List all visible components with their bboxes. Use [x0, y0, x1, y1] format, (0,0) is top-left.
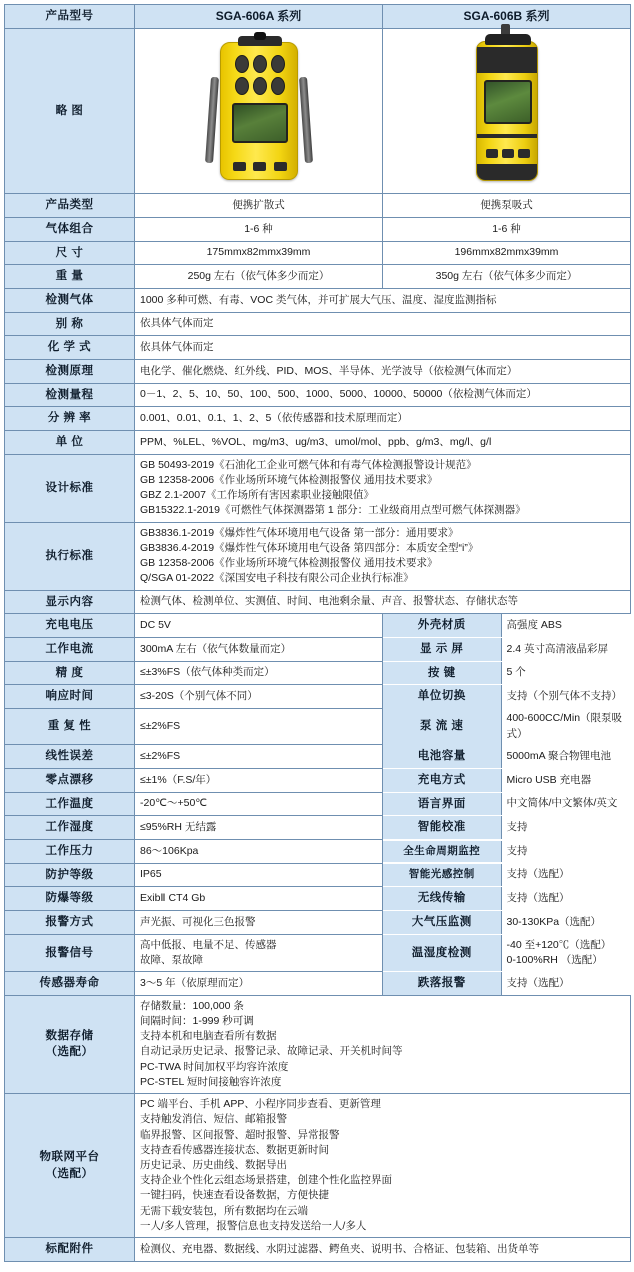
exec-standard-line: Q/SGA 01-2022《深国安电子科技有限公司企业执行标准》 [140, 572, 414, 585]
row-label-data-storage [5, 995, 135, 1093]
ex-rating-value: ExibⅡ CT4 Gb [135, 887, 383, 911]
exec-standard-list [135, 522, 631, 590]
accessories-value: 检测仪、充电器、数据线、水阴过滤器、鳄鱼夹、说明书、合格证、包装箱、出货单等 [135, 1238, 631, 1262]
size-b: 196mmx82mmx39mm [383, 241, 631, 265]
row-label-iot-line2: （选配） [45, 1167, 94, 1180]
work-current-value: 300mA 左右（依气体数量而定） [135, 637, 383, 661]
data-storage-line: 存储数量：100,000 条 [140, 999, 244, 1012]
exec-standard-line: GB3836.1-2019《爆炸性气体环境用电气设备 第一部分：通用要求》 [140, 526, 459, 539]
linearity-value: ≤±2%FS [135, 745, 383, 769]
th-detect-list [501, 935, 631, 971]
row-label-pressure-monitor: 大气压监测 [383, 911, 501, 934]
table-row-product-type [5, 194, 631, 218]
data-storage-list [135, 995, 631, 1093]
charge-mode-value: Micro USB 充电器 [501, 769, 631, 792]
table-row-detect-gas [5, 289, 631, 313]
table-row-work-pressure [5, 840, 631, 864]
table-row-data-storage [5, 995, 631, 1093]
row-label-repeatability: 重 复 性 [5, 708, 135, 744]
table-row-zero-drift [5, 769, 631, 793]
row-label-unit-switch: 单位切换 [383, 685, 501, 708]
shell-value: 高强度 ABS [501, 614, 631, 637]
row-label-charge-mode: 充电方式 [383, 769, 501, 792]
table-row-alias [5, 312, 631, 336]
iot-platform-line: 无需下载安装包，所有数据均在云端 [140, 1204, 308, 1217]
row-label-response: 响应时间 [5, 685, 135, 709]
gas-combo-a: 1-6 种 [135, 218, 383, 242]
table-row-ip-rating [5, 863, 631, 887]
row-label-range: 检测量程 [5, 383, 135, 407]
row-label-product-type: 产品类型 [5, 194, 135, 218]
row-label-resolution: 分 辨 率 [5, 407, 135, 431]
table-row-model [5, 5, 631, 29]
row-label-exec-standard: 执行标准 [5, 522, 135, 590]
alarm-signal-line: 高中低报、电量不足、传感器 [140, 938, 277, 951]
row-label-alarm-mode: 报警方式 [5, 911, 135, 935]
detect-gas-value: 1000 多种可燃、有毒、VOC 类气体，并可扩展大气压、温度、湿度监测指标 [135, 289, 631, 313]
row-label-work-current: 工作电流 [5, 637, 135, 661]
table-row-sensor-life [5, 972, 631, 996]
row-label-battery: 电池容量 [383, 745, 501, 768]
row-label-detect-gas: 检测气体 [5, 289, 135, 313]
range-value: 0－1、2、5、10、50、100、500、1000、5000、10000、50000（依检测气体而定） [135, 383, 631, 407]
iot-platform-line: 支持查看传感器连接状态、数据更新时间 [140, 1143, 329, 1156]
principle-value: 电化学、催化燃烧、红外线、PID、MOS、半导体、光学波导（依检测气体而定） [135, 360, 631, 384]
row-label-charge-voltage: 充电电压 [5, 614, 135, 638]
th-detect-line: 0-100%RH （选配） [506, 953, 603, 966]
th-detect-line: -40 至+120℃（选配） [506, 938, 612, 951]
design-standard-list [135, 454, 631, 522]
resolution-value: 0.001、0.01、0.1、1、2、5（依传感器和技术原理而定） [135, 407, 631, 431]
row-label-wireless: 无线传输 [383, 887, 501, 910]
row-label-iot-platform [5, 1094, 135, 1238]
wireless-value: 支持（选配） [501, 887, 631, 910]
response-value: ≤3-20S（个别气体不同） [135, 685, 383, 709]
pressure-monitor-value: 30-130KPa（选配） [501, 911, 631, 934]
table-row-formula [5, 336, 631, 360]
alarm-signal-list [135, 934, 383, 971]
keys-value: 5 个 [501, 662, 631, 685]
table-row-iot-platform [5, 1094, 631, 1238]
weight-a: 250g 左右（依气体多少而定） [135, 265, 383, 289]
display-content-value: 检测气体、检测单位、实测值、时间、电池剩余量、声音、报警状态、存储状态等 [135, 590, 631, 614]
row-label-gas-combo: 气体组合 [5, 218, 135, 242]
device-a-image-cell [135, 29, 383, 194]
row-label-model: 产品型号 [5, 5, 135, 29]
table-row-accessories [5, 1238, 631, 1262]
row-label-data-storage-line2: （选配） [45, 1046, 94, 1059]
iot-platform-line: 临界报警、区间报警、超时报警、异常报警 [140, 1128, 340, 1141]
unit-value: PPM、%LEL、%VOL、mg/m3、ug/m3、umol/mol、ppb、g/m3、mg/l、g/l [135, 431, 631, 455]
row-label-lifecycle: 全生命周期监控 [383, 841, 501, 862]
row-label-ip-rating: 防护等级 [5, 863, 135, 887]
product-type-b: 便携泵吸式 [383, 194, 631, 218]
formula-value: 依具体气体而定 [135, 336, 631, 360]
iot-platform-line: 一键扫码，快速查看设备数据，方便快捷 [140, 1189, 329, 1202]
table-row-work-humidity [5, 816, 631, 840]
iot-platform-line: 支持企业个性化云组态场景搭建，创建个性化监控界面 [140, 1174, 392, 1187]
design-standard-line: GB15322.1-2019《可燃性气体探测器第 1 部分：工业级商用点型可燃气体探测器》 [140, 504, 526, 517]
row-label-screen: 显 示 屏 [383, 638, 501, 661]
device-b-image-cell [383, 29, 631, 194]
table-row-size [5, 241, 631, 265]
row-label-principle: 检测原理 [5, 360, 135, 384]
iot-platform-list [135, 1094, 631, 1238]
row-label-light-sense: 智能光感控制 [383, 864, 501, 885]
table-row-alarm-mode [5, 911, 631, 935]
row-label-language: 语言界面 [383, 793, 501, 816]
row-label-alias: 别 称 [5, 312, 135, 336]
model-b-header: SGA-606B 系列 [383, 5, 631, 29]
table-row-resolution [5, 407, 631, 431]
design-standard-line: GB 12358-2006《作业场所环境气体检测报警仪 通用技术要求》 [140, 474, 438, 486]
data-storage-line: 自动记录历史记录、报警记录、故障记录、开关机时间等 [140, 1045, 403, 1058]
row-label-pump-flow: 泵 流 速 [383, 708, 501, 744]
row-label-accuracy: 精 度 [5, 661, 135, 685]
table-row-linearity [5, 745, 631, 769]
unit-switch-value: 支持（个别气体不支持） [501, 685, 631, 708]
row-label-weight: 重 量 [5, 265, 135, 289]
table-row-work-current [5, 637, 631, 661]
row-label-size: 尺 寸 [5, 241, 135, 265]
table-row-ex-rating [5, 887, 631, 911]
portable-pump-gas-detector-icon [388, 32, 625, 190]
weight-b: 350g 左右（依气体多少而定） [383, 265, 631, 289]
model-a-header: SGA-606A 系列 [135, 5, 383, 29]
alarm-mode-value: 声光振、可视化三色报警 [135, 911, 383, 935]
row-label-alarm-signal: 报警信号 [5, 934, 135, 971]
iot-platform-line: 一人/多人管理，报警信息也支持发送给一人/多人 [140, 1219, 367, 1232]
light-sense-value: 支持（选配） [501, 864, 631, 885]
charge-voltage-value: DC 5V [135, 614, 383, 638]
battery-value: 5000mA 聚合物锂电池 [501, 745, 631, 768]
exec-standard-line: GB3836.4-2019《爆炸性气体环境用电气设备 第四部分：本质安全型“i”》 [140, 541, 479, 554]
table-row-response [5, 685, 631, 709]
specification-table [4, 4, 631, 1262]
data-storage-line: 间隔时间：1-999 秒可调 [140, 1015, 254, 1028]
drop-alarm-value: 支持（选配） [501, 972, 631, 995]
row-label-keys: 按 键 [383, 662, 501, 685]
row-label-formula: 化 学 式 [5, 336, 135, 360]
iot-platform-line: PC 端平台、手机 APP、小程序同步查看、更新管理 [140, 1098, 381, 1111]
table-row-gas-combo [5, 218, 631, 242]
data-storage-line: 支持本机和电脑查看所有数据 [140, 1030, 277, 1043]
row-label-smart-calibration: 智能校准 [383, 816, 501, 839]
portable-gas-detector-icon [140, 32, 377, 190]
row-label-work-pressure: 工作压力 [5, 840, 135, 864]
screen-value: 2.4 英寸高清液晶彩屏 [501, 638, 631, 661]
zero-drift-value: ≤±1%（F.S/年） [135, 769, 383, 793]
table-row-range [5, 383, 631, 407]
row-label-display-content: 显示内容 [5, 590, 135, 614]
row-label-unit: 单 位 [5, 431, 135, 455]
accuracy-value: ≤±3%FS（依气体种类而定） [135, 661, 383, 685]
table-row-charge-voltage [5, 614, 631, 638]
table-row-design-standard [5, 454, 631, 522]
smart-calibration-value: 支持 [501, 816, 631, 839]
design-standard-line: GB 50493-2019《石油化工企业可燃气体和有毒气体检测报警设计规范》 [140, 458, 477, 471]
table-row-exec-standard [5, 522, 631, 590]
table-row-principle [5, 360, 631, 384]
iot-platform-line: 支持触发消信、短信、邮箱报警 [140, 1113, 287, 1126]
table-row-accuracy [5, 661, 631, 685]
size-a: 175mmx82mmx39mm [135, 241, 383, 265]
table-row-repeatability [5, 708, 631, 744]
sensor-life-value: 3～5 年（依原理而定） [135, 972, 383, 996]
gas-combo-b: 1-6 种 [383, 218, 631, 242]
table-row-display-content [5, 590, 631, 614]
product-type-a: 便携扩散式 [135, 194, 383, 218]
iot-platform-line: 历史记录、历史曲线、数据导出 [140, 1159, 287, 1171]
row-label-iot-line1: 物联网平台 [39, 1150, 100, 1163]
row-label-zero-drift: 零点漂移 [5, 769, 135, 793]
table-row-weight [5, 265, 631, 289]
repeatability-value: ≤±2%FS [135, 708, 383, 744]
row-label-work-temp: 工作温度 [5, 792, 135, 816]
row-label-sketch: 略 图 [5, 29, 135, 194]
row-label-sensor-life: 传感器寿命 [5, 972, 135, 996]
ip-rating-value: IP65 [135, 863, 383, 887]
row-label-design-standard: 设计标准 [5, 454, 135, 522]
data-storage-line: PC-TWA 时间加权平均容许浓度 [140, 1060, 289, 1073]
design-standard-line: GBZ 2.1-2007《工作场所有害因素职业接触限值》 [140, 489, 374, 502]
row-label-shell: 外壳材质 [383, 614, 501, 637]
row-label-accessories: 标配附件 [5, 1238, 135, 1262]
row-label-drop-alarm: 跌落报警 [383, 972, 501, 995]
row-label-work-humidity: 工作湿度 [5, 816, 135, 840]
table-row-unit [5, 431, 631, 455]
alarm-signal-line: 故障、泵故障 [140, 953, 203, 966]
row-label-ex-rating: 防爆等级 [5, 887, 135, 911]
lifecycle-value: 支持 [501, 841, 631, 862]
table-row-alarm-signal [5, 934, 631, 971]
pump-flow-value: 400-600CC/Min（限泵吸式） [501, 708, 631, 744]
exec-standard-line: GB 12358-2006《作业场所环境气体检测报警仪 通用技术要求》 [140, 557, 438, 570]
work-pressure-value: 86～106Kpa [135, 840, 383, 864]
data-storage-line: PC-STEL 短时间接触容许浓度 [140, 1075, 282, 1088]
alias-value: 依具体气体而定 [135, 312, 631, 336]
work-temp-value: -20℃～+50℃ [135, 792, 383, 816]
row-label-th-detect: 温湿度检测 [383, 935, 501, 971]
row-label-data-storage-line1: 数据存储 [45, 1029, 94, 1042]
work-humidity-value: ≤95%RH 无结露 [135, 816, 383, 840]
table-row-sketch [5, 29, 631, 194]
table-row-work-temp [5, 792, 631, 816]
language-value: 中文简体/中文繁体/英文 [501, 793, 631, 816]
row-label-linearity: 线性误差 [5, 745, 135, 769]
